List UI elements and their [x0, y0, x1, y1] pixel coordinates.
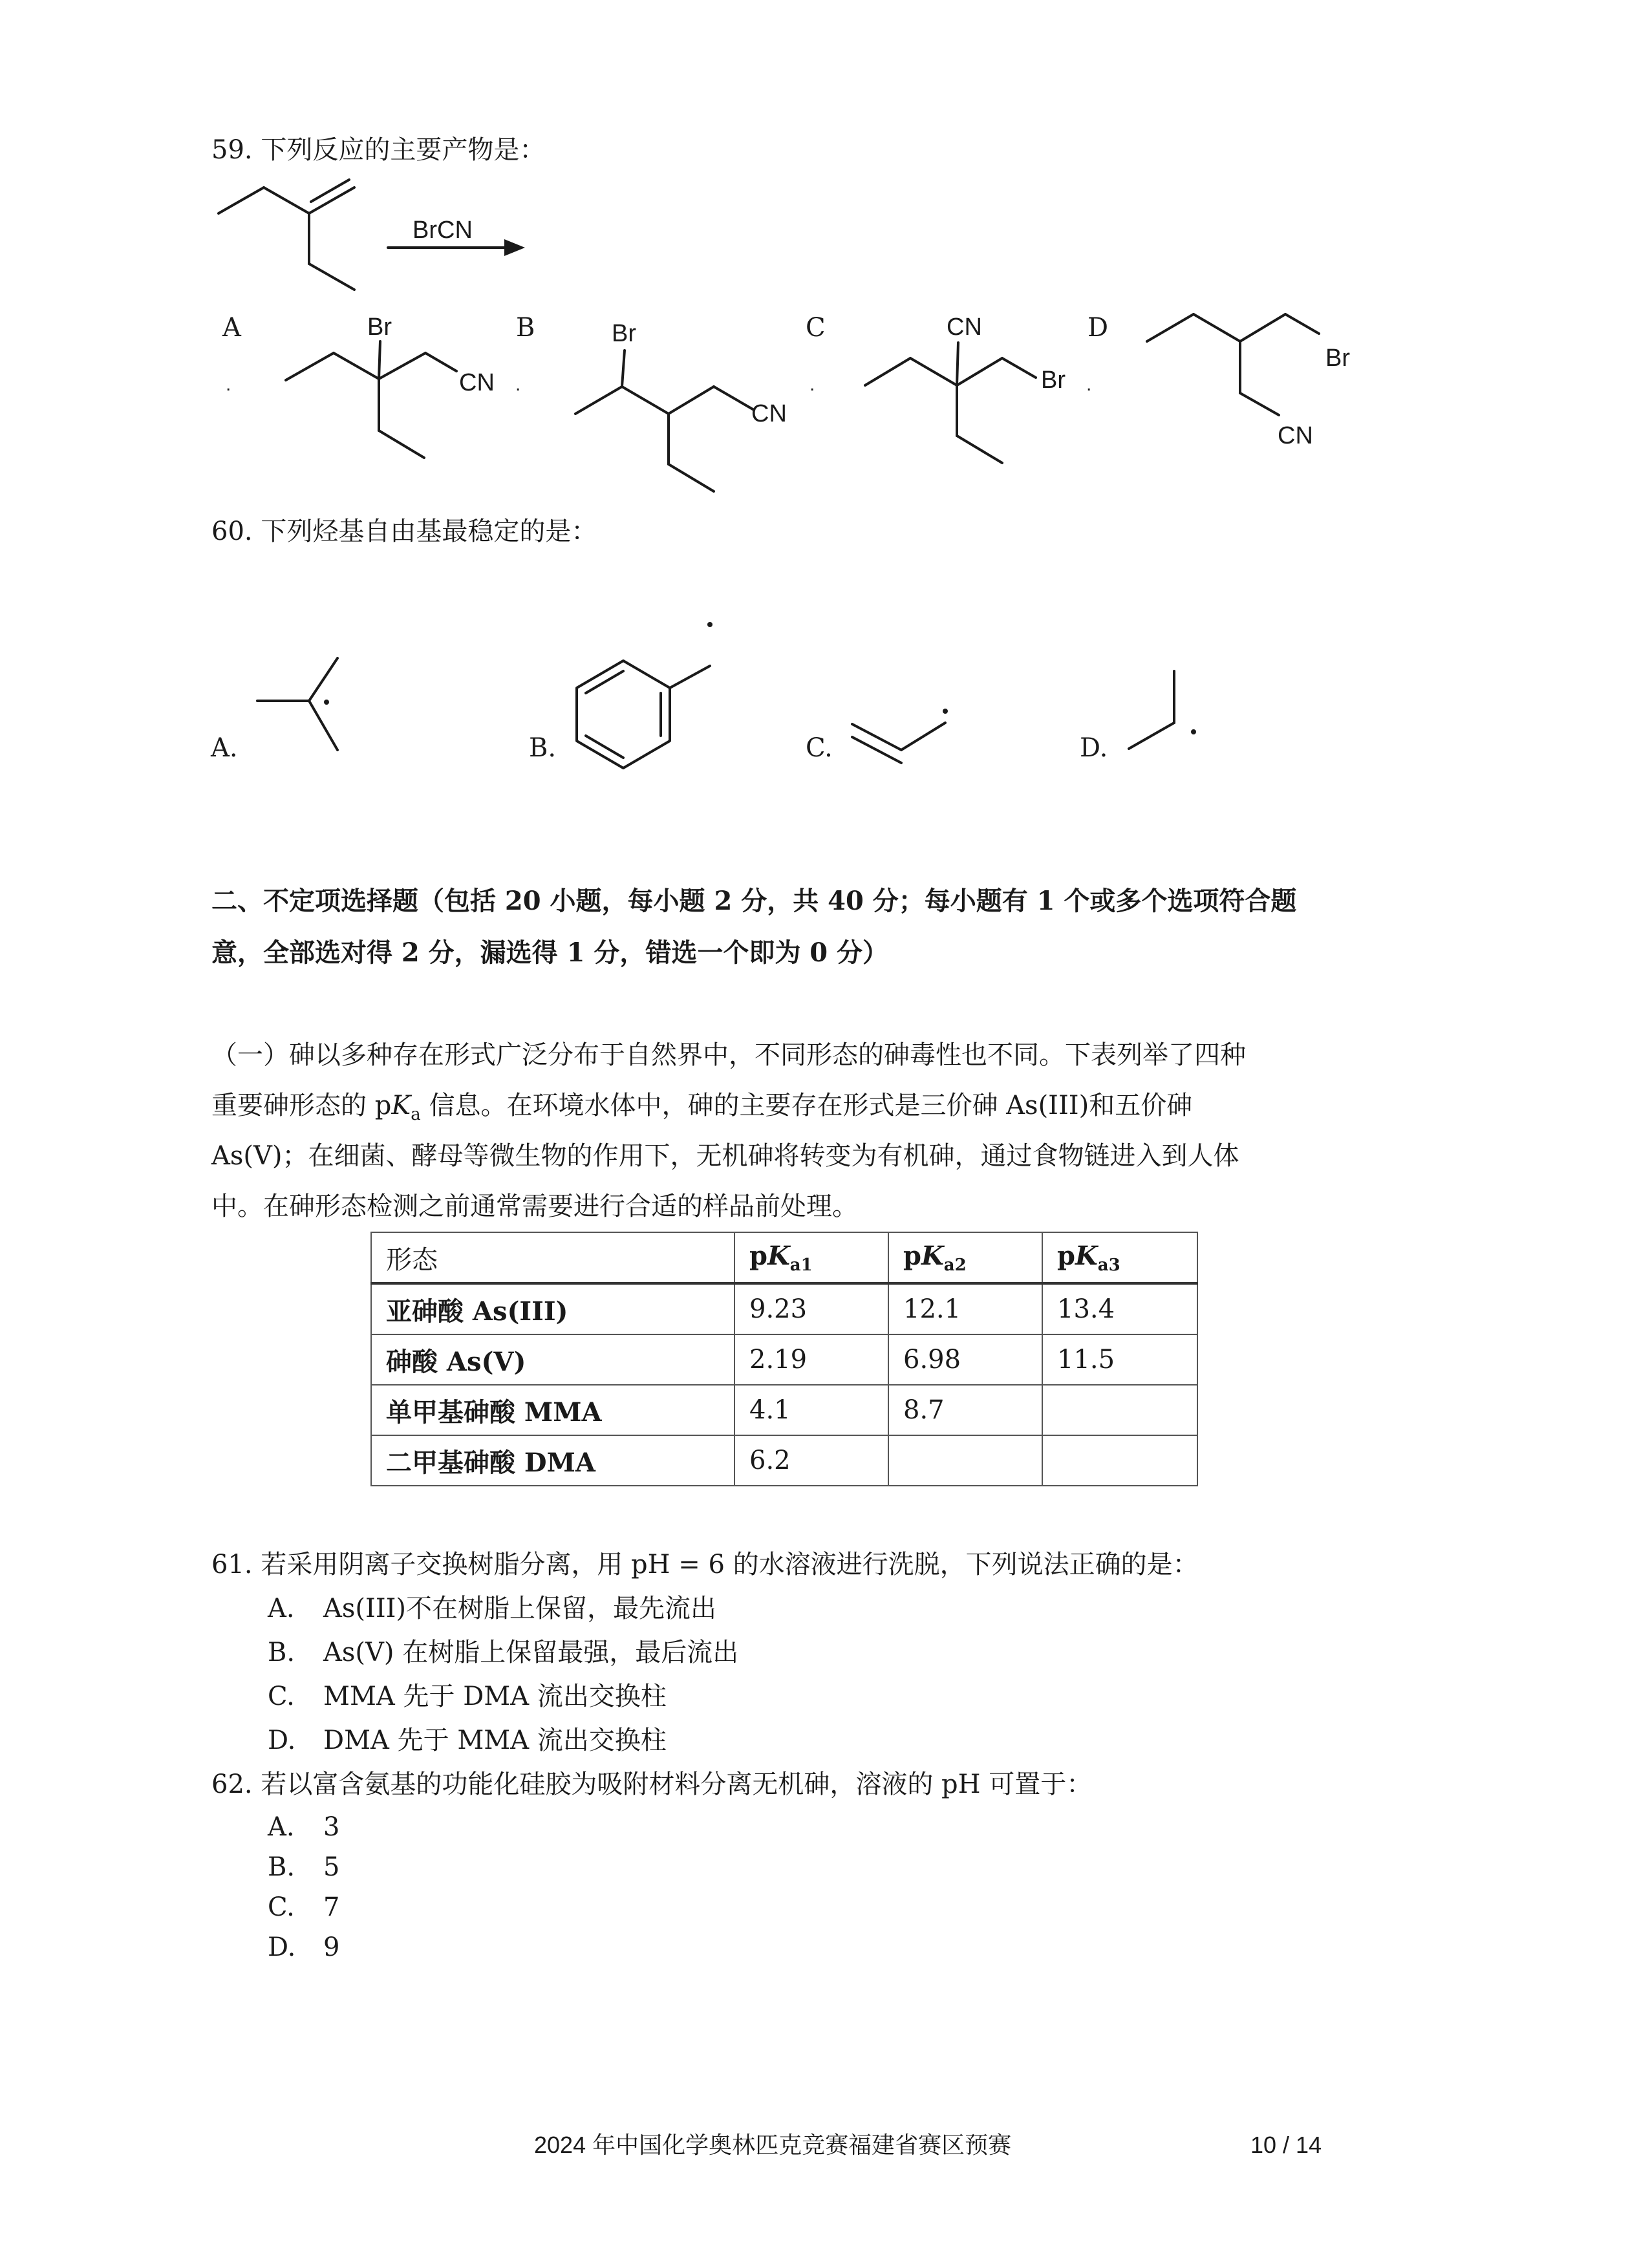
- table-row: [371, 1334, 1197, 1385]
- q61-option-b-text: As(V) 在树脂上保留最强，最后流出: [323, 1638, 739, 1667]
- q61-option-a-text: As(III)不在树脂上保留，最先流出: [323, 1594, 717, 1623]
- option-a-br: Br: [367, 314, 392, 341]
- table-row: [371, 1385, 1197, 1435]
- row-pka1: 9.23: [734, 1283, 888, 1334]
- reagent-label: BrCN: [412, 217, 473, 244]
- row-name: 单甲基砷酸 MMA: [371, 1385, 734, 1435]
- section2-line1: 二、不定项选择题（包括 20 小题，每小题 2 分，共 40 分；每小题有 1 个或多个选项符合题: [211, 886, 1297, 916]
- q61-stem: 61. 若采用阴离子交换树脂分离，用 pH = 6 的水溶液进行洗脱，下列说法正确的是：: [211, 1550, 1199, 1579]
- row-pka3: 11.5: [1042, 1334, 1197, 1385]
- row-pka2: 12.1: [888, 1283, 1042, 1334]
- option-a-cn: CN: [459, 369, 495, 396]
- row-name: 二甲基砷酸 DMA: [371, 1435, 734, 1486]
- q60-option-b: B.: [529, 733, 557, 763]
- option-c-cn: CN: [947, 314, 982, 341]
- q61-option-c-letter: C.: [268, 1682, 295, 1711]
- q61-option-d-text: DMA 先于 MMA 流出交换柱: [323, 1726, 667, 1755]
- row-name: 亚砷酸 As(III): [371, 1283, 734, 1334]
- option-b-br: Br: [612, 320, 636, 347]
- table-row: [371, 1435, 1197, 1486]
- passage-line1: （一）砷以多种存在形式广泛分布于自然界中，不同形态的砷毒性也不同。下表列举了四种: [211, 1040, 1246, 1070]
- option-d-br: Br: [1325, 345, 1350, 372]
- footer-title: 2024 年中国化学奥林匹克竞赛福建省赛区预赛: [534, 2132, 1012, 2158]
- table-row: [371, 1283, 1197, 1334]
- q60-option-a-structure: [257, 658, 338, 750]
- q60-structures: [0, 0, 1650, 808]
- q60-option-d-structure: [1129, 671, 1196, 749]
- q60-option-b-structure: [577, 622, 712, 768]
- pka-table: [370, 1232, 1198, 1486]
- q61-option-c-text: MMA 先于 DMA 流出交换柱: [323, 1682, 667, 1711]
- header-species: 形态: [371, 1232, 734, 1283]
- q62-option-b-letter: B.: [268, 1852, 295, 1882]
- q59-option-b: B: [516, 313, 535, 343]
- passage-line4: 中。在砷形态检测之前通常需要进行合适的样品前处理。: [211, 1192, 858, 1221]
- row-pka3: 13.4: [1042, 1283, 1197, 1334]
- q62-option-b-text: 5: [323, 1852, 340, 1882]
- q62-stem: 62. 若以富含氨基的功能化硅胶为吸附材料分离无机砷，溶液的 pH 可置于：: [211, 1770, 1093, 1799]
- q61-option-d-letter: D.: [268, 1726, 296, 1755]
- option-b-cn: CN: [751, 400, 787, 427]
- option-c-br: Br: [1041, 367, 1066, 394]
- svg-text:.: .: [809, 374, 815, 395]
- svg-text:.: .: [1086, 374, 1092, 395]
- row-name: 砷酸 As(V): [371, 1334, 734, 1385]
- q62-option-a-text: 3: [323, 1812, 340, 1842]
- q62-option-d-letter: D.: [268, 1932, 296, 1962]
- row-pka2: [888, 1435, 1042, 1486]
- q62-option-a-letter: A.: [268, 1812, 295, 1842]
- q59-option-d: D: [1088, 313, 1109, 343]
- q60-stem: 60. 下列烃基自由基最稳定的是：: [211, 517, 597, 546]
- q61-option-b-letter: B.: [268, 1638, 295, 1667]
- row-pka3: [1042, 1435, 1197, 1486]
- table-header-row: [371, 1232, 1197, 1283]
- passage-line2: 重要砷形态的 $pK_a$ 信息。在环境水体中，砷的主要存在形式是三价砷 As(III)和五价砷: [211, 1091, 1193, 1124]
- q60-option-a: A.: [211, 733, 238, 763]
- svg-text:.: .: [226, 374, 231, 395]
- row-pka1: 2.19: [734, 1334, 888, 1385]
- section2-line2: 意，全部选对得 2 分，漏选得 1 分，错选一个即为 0 分）: [211, 937, 889, 968]
- q62-option-c-letter: C.: [268, 1892, 295, 1922]
- header-pka1: $pK_{a1}$: [734, 1232, 888, 1283]
- q60-option-c: C.: [806, 733, 833, 763]
- q59-stem: 59. 下列反应的主要产物是：: [211, 135, 546, 165]
- q59-option-c: C: [806, 313, 826, 343]
- svg-text:.: .: [515, 374, 521, 395]
- header-pka3: $pK_{a3}$: [1042, 1232, 1197, 1283]
- q62-option-d-text: 9: [323, 1932, 340, 1962]
- q62-option-c-text: 7: [323, 1892, 340, 1922]
- passage-line3: As(V)；在细菌、酵母等微生物的作用下，无机砷将转变为有机砷，通过食物链进入到人体: [211, 1141, 1239, 1171]
- header-pka2: $pK_{a2}$: [888, 1232, 1042, 1283]
- row-pka1: 4.1: [734, 1385, 888, 1435]
- option-d-cn: CN: [1278, 422, 1313, 449]
- page-number: 10 / 14: [1250, 2132, 1322, 2158]
- q60-option-c-structure: [852, 709, 948, 763]
- row-pka2: 8.7: [888, 1385, 1042, 1435]
- q60-option-d: D.: [1080, 733, 1108, 763]
- q59-option-a: A: [222, 313, 241, 343]
- q61-option-a-letter: A.: [268, 1594, 295, 1623]
- row-pka2: 6.98: [888, 1334, 1042, 1385]
- row-pka1: 6.2: [734, 1435, 888, 1486]
- row-pka3: [1042, 1385, 1197, 1435]
